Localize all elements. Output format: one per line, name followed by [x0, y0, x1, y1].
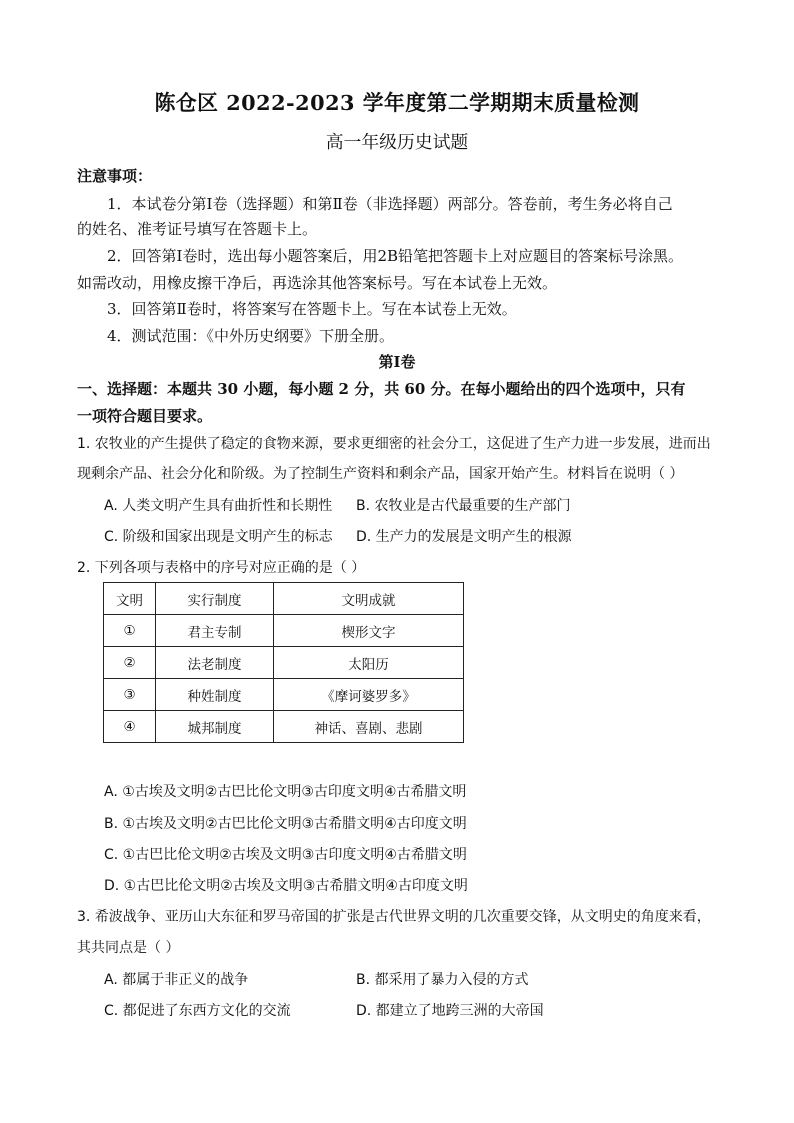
question-2-option-a: A. ①古埃及文明②古巴比伦文明③古印度文明④古希腊文明	[104, 784, 467, 800]
table-row	[104, 679, 464, 711]
table-header: 实行制度	[156, 583, 274, 615]
question-3-option-c: C. 都促进了东西方文化的交流	[104, 1003, 291, 1019]
table-cell: ②	[104, 647, 156, 679]
note-line: 1．本试卷分第Ⅰ卷（选择题）和第Ⅱ卷（非选择题）两部分。答卷前，考生务必将自己	[107, 195, 673, 213]
table-header: 文明成就	[274, 583, 464, 615]
table-cell: 法老制度	[156, 647, 274, 679]
table-cell: ④	[104, 711, 156, 743]
table-row	[104, 615, 464, 647]
exam-subtitle: 高一年级历史试题	[325, 132, 469, 153]
question-3-option-d: D. 都建立了地跨三洲的大帝国	[356, 1003, 544, 1019]
question-1-stem: 1. 农牧业的产生提供了稳定的食物来源，要求更细密的社会分工，这促进了生产力进一步发展，进而出	[77, 436, 711, 452]
notes-heading: 注意事项：	[77, 167, 153, 185]
part-instructions: 一项符合题目要求。	[77, 407, 213, 425]
question-1-stem: 现剩余产品、社会分化和阶级。为了控制生产资料和剩余产品，国家开始产生。材料旨在说明（ ）	[77, 466, 684, 482]
note-line: 3．回答第Ⅱ卷时，将答案写在答题卡上。写在本试卷上无效。	[107, 300, 517, 318]
civilization-table	[103, 582, 464, 743]
table-cell: ③	[104, 679, 156, 711]
question-2-option-d: D. ①古巴比伦文明②古埃及文明③古希腊文明④古印度文明	[104, 878, 468, 894]
question-1-option-a: A. 人类文明产生具有曲折性和长期性	[104, 498, 333, 514]
exam-title: 陈仓区 2022-2023 学年度第二学期期末质量检测	[154, 90, 640, 115]
question-1-option-b: B. 农牧业是古代最重要的生产部门	[356, 498, 571, 514]
question-1-option-d: D. 生产力的发展是文明产生的根源	[356, 529, 572, 545]
table-cell: 君主专制	[156, 615, 274, 647]
table-cell: 《摩诃婆罗多》	[274, 679, 464, 711]
table-row	[104, 711, 464, 743]
question-3-option-a: A. 都属于非正义的战争	[104, 972, 249, 988]
table-cell: 种姓制度	[156, 679, 274, 711]
question-1-option-c: C. 阶级和国家出现是文明产生的标志	[104, 529, 333, 545]
question-3-option-b: B. 都采用了暴力入侵的方式	[356, 972, 529, 988]
part-instructions: 一、选择题：本题共 30 小题，每小题 2 分，共 60 分。在每小题给出的四个选项中，只有	[77, 380, 686, 398]
question-2-option-b: B. ①古埃及文明②古巴比伦文明③古希腊文明④古印度文明	[104, 816, 467, 832]
table-header: 文明	[104, 583, 156, 615]
question-2-option-c: C. ①古巴比伦文明②古埃及文明③古印度文明④古希腊文明	[104, 847, 467, 863]
question-2-stem: 2. 下列各项与表格中的序号对应正确的是（ ）	[77, 560, 366, 576]
table-row	[104, 647, 464, 679]
note-line: 的姓名、准考证号填写在答题卡上。	[77, 220, 318, 238]
section-heading: 第Ⅰ卷	[378, 353, 416, 371]
table-cell: ①	[104, 615, 156, 647]
table-cell: 城邦制度	[156, 711, 274, 743]
note-line: 如需改动，用橡皮擦干净后，再选涂其他答案标号。写在本试卷上无效。	[77, 274, 558, 292]
table-header-row	[104, 583, 464, 615]
note-line: 4．测试范围：《中外历史纲要》下册全册。	[107, 327, 395, 345]
question-3-stem: 3. 希波战争、亚历山大东征和罗马帝国的扩张是古代世界文明的几次重要交锋，从文明史的角度来看，	[77, 909, 711, 925]
table-cell: 太阳历	[274, 647, 464, 679]
table-cell: 楔形文字	[274, 615, 464, 647]
table-cell: 神话、喜剧、悲剧	[274, 711, 464, 743]
note-line: 2．回答第Ⅰ卷时，选出每小题答案后，用2B铅笔把答题卡上对应题目的答案标号涂黑。	[107, 247, 684, 265]
question-3-stem: 其共同点是（ ）	[77, 940, 180, 956]
